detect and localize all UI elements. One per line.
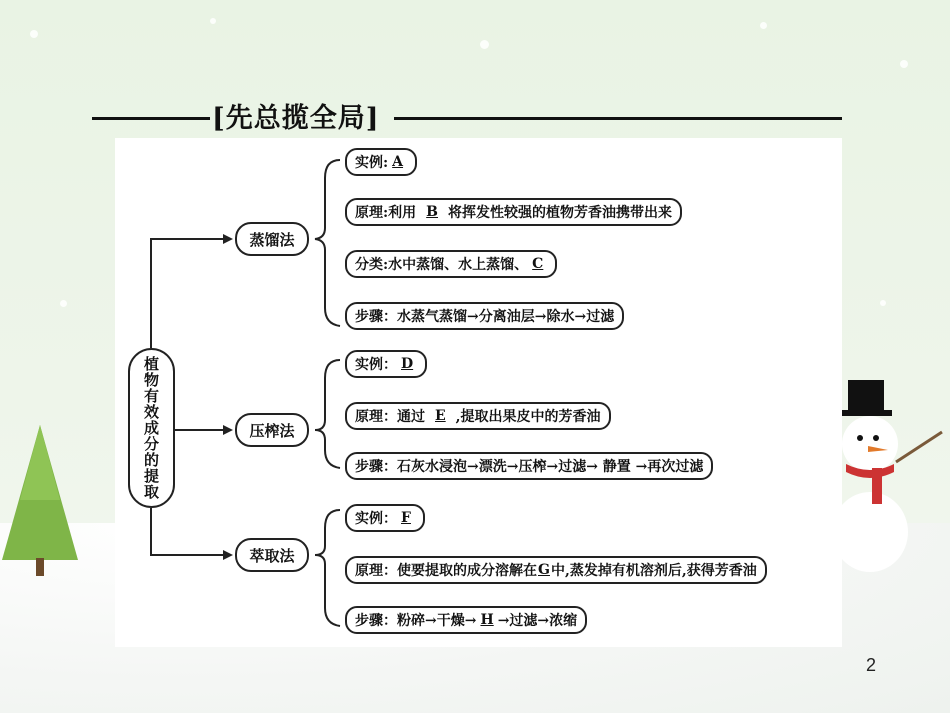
extraction-steps (345, 606, 587, 634)
row-suffix: →过滤→浓缩 (497, 613, 578, 629)
row-prefix: 步骤：石灰水浸泡→漂洗→压榨→过滤→ 静置 →再次过滤 (355, 459, 704, 475)
snowflake (60, 300, 67, 307)
center-topic: 植物有效成分的提取 (128, 348, 175, 508)
row-prefix: 原理:利用 (355, 205, 417, 221)
row-prefix: 实例： (355, 357, 397, 373)
blank-answer: C (532, 256, 544, 272)
pressing-steps (345, 452, 713, 480)
blank-answer: G (538, 562, 550, 578)
distillation-types (345, 250, 557, 278)
snowflake (760, 22, 767, 29)
row-prefix: 实例: (355, 155, 389, 171)
blank-answer: E (435, 408, 446, 424)
row-prefix: 步骤：水蒸气蒸馏→分离油层→除水→过滤 (355, 309, 615, 325)
row-prefix: 步骤：粉碎→干燥→ (355, 613, 477, 629)
section-title: [先总揽全局] (212, 103, 380, 134)
snowflake (30, 30, 38, 38)
snowflake (900, 60, 908, 68)
method-distillation: 蒸馏法 (235, 222, 309, 256)
row-suffix: ,提取出果皮中的芳香油 (455, 409, 601, 425)
extraction-example (345, 504, 425, 532)
blank-answer: A (392, 154, 404, 170)
row-prefix: 实例： (355, 511, 397, 527)
blank-answer: F (401, 510, 411, 526)
concept-map (115, 138, 842, 647)
blank-answer: D (401, 356, 414, 372)
snowflake (480, 40, 489, 49)
row-suffix: 中,蒸发掉有机溶剂后,获得芳香油 (550, 563, 757, 579)
method-pressing: 压榨法 (235, 413, 309, 447)
pressing-example (345, 350, 427, 378)
distillation-example (345, 148, 417, 176)
distillation-steps (345, 302, 624, 330)
snowman-icon (832, 372, 950, 572)
blank-answer: H (480, 612, 494, 628)
page-number: 2 (866, 655, 877, 675)
extraction-principle (345, 556, 767, 584)
title-divider-right (394, 117, 842, 120)
distillation-principle (345, 198, 682, 226)
method-extraction: 萃取法 (235, 538, 309, 572)
row-prefix: 原理：使要提取的成分溶解在 (355, 563, 537, 579)
pressing-principle (345, 402, 611, 430)
row-prefix: 原理：通过 (355, 409, 425, 425)
snowflake (880, 300, 886, 306)
title-divider-left (92, 117, 210, 120)
pine-tree-icon (0, 420, 110, 580)
row-suffix: 将挥发性较强的植物芳香油携带出来 (448, 205, 673, 221)
section-title-row (92, 96, 842, 136)
blank-answer: B (426, 204, 439, 220)
row-prefix: 分类:水中蒸馏、水上蒸馏、 (355, 257, 529, 273)
snowflake (210, 18, 216, 24)
